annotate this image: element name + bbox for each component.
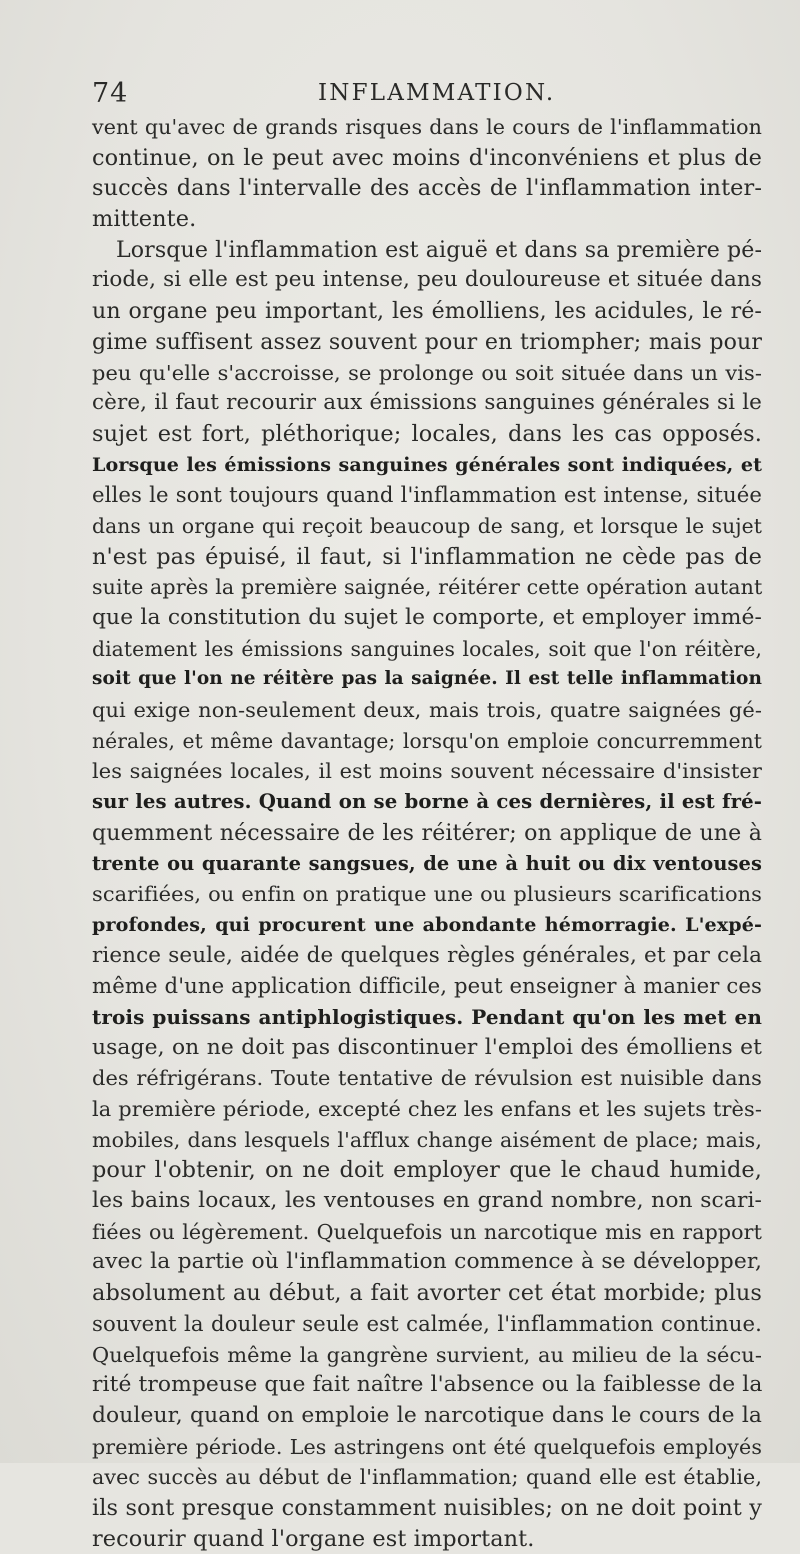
text-line: scarifiées, ou enfin on pratique une ou plusieurs scarifications — [92, 882, 762, 907]
text-line: absolument au début, a fait avorter cet état morbide; plus — [92, 1280, 762, 1307]
text-line: avec la partie où l'inflammation commence à se développer, — [92, 1249, 762, 1275]
text-line: trente ou quarante sangsues, de une à huit ou dix ventouses — [92, 851, 762, 875]
text-line: diatement les émissions sanguines locales, soit que l'on réitère, — [92, 636, 762, 661]
text-line: continue, on le peut avec moins d'inconvéniens et plus de — [92, 144, 762, 171]
text-line: la première période, excepté chez les enfans et les sujets très- — [92, 1097, 762, 1121]
text-line: vent qu'avec de grands risques dans le cours de l'inflammation — [92, 115, 762, 139]
page-header — [92, 78, 732, 112]
text-line: riode, si elle est peu intense, peu douloureuse et située dans — [92, 267, 762, 293]
text-line: suite après la première saignée, réitérer cette opération autant — [92, 575, 763, 600]
text-line: recourir quand l'organe est important. — [92, 1525, 535, 1552]
text-line: un organe peu important, les émolliens, les acidules, le ré- — [92, 298, 762, 325]
text-line: même d'une application difficile, peut enseigner à manier ces — [92, 973, 762, 999]
text-line: mobiles, dans lesquels l'afflux change aisément de place; mais, — [92, 1127, 762, 1152]
text-line: mittente. — [92, 206, 197, 233]
text-line: Quelquefois même la gangrène survient, au milieu de la sécu- — [92, 1342, 762, 1367]
text-line: dans un organe qui reçoit beaucoup de sang, et lorsque le sujet — [92, 513, 762, 538]
page-number: 74 — [92, 78, 129, 109]
text-line: sur les autres. Quand on se borne à ces dernières, il est fré- — [92, 790, 762, 814]
text-line: gime suffisent assez souvent pour en triompher; mais pour — [92, 328, 762, 355]
text-line: les bains locaux, les ventouses en grand nombre, non scari- — [92, 1188, 762, 1214]
text-line: des réfrigérans. Toute tentative de révulsion est nuisible dans — [92, 1066, 762, 1091]
text-line: ils sont presque constamment nuisibles; on ne doit point y — [92, 1494, 762, 1521]
text-line: Lorsque l'inflammation est aiguë et dans sa première pé- — [116, 236, 763, 263]
running-head: INFLAMMATION. — [318, 80, 556, 106]
text-line: sujet est fort, pléthorique; locales, dans les cas opposés. — [92, 420, 762, 447]
text-line: fiées ou légèrement. Quelquefois un narcotique mis en rapport — [92, 1219, 762, 1244]
text-line: n'est pas épuisé, il faut, si l'inflammation ne cède pas de — [92, 543, 762, 570]
text-line: succès dans l'intervalle des accès de l'inflammation inter- — [92, 175, 762, 202]
text-line: profondes, qui procurent une abondante hémorragie. L'expé- — [92, 912, 762, 936]
text-line: première période. Les astringens ont été quelquefois employés — [92, 1434, 762, 1459]
text-line: usage, on ne doit pas discontinuer l'emploi des émolliens et — [92, 1034, 762, 1060]
text-line: les saignées locales, il est moins souvent nécessaire d'insister — [92, 759, 762, 784]
text-line: rience seule, aidée de quelques règles générales, et par cela — [92, 942, 762, 968]
text-line: souvent la douleur seule est calmée, l'inflammation continue. — [92, 1310, 762, 1336]
text-line: Lorsque les émissions sanguines générales sont indiquées, et — [92, 452, 762, 476]
text-line: quemment nécessaire de les réitérer; on applique de une à — [92, 819, 762, 846]
text-line: rité trompeuse que fait naître l'absence ou la faiblesse de la — [92, 1372, 763, 1398]
text-line: avec succès au début de l'inflammation; quand elle est établie, — [92, 1465, 762, 1490]
text-line: que la constitution du sujet le comporte, et employer immé- — [92, 605, 762, 630]
text-line: pour l'obtenir, on ne doit employer que le chaud humide, — [92, 1157, 762, 1184]
text-line: cère, il faut recourir aux émissions sanguines générales si le — [92, 390, 762, 416]
text-line: trois puissans antiphlogistiques. Pendant qu'on les met en — [92, 1004, 762, 1029]
body-text — [92, 112, 762, 1554]
text-line: nérales, et même davantage; lorsqu'on emploie concurremment — [92, 728, 762, 753]
text-line: qui exige non-seulement deux, mais trois, quatre saignées gé- — [92, 698, 762, 723]
text-line: douleur, quand on emploie le narcotique dans le cours de la — [92, 1402, 762, 1428]
text-line: peu qu'elle s'accroisse, se prolonge ou soit située dans un vis- — [92, 360, 762, 385]
text-line: elles le sont toujours quand l'inflammation est intense, située — [92, 482, 762, 508]
text-line: soit que l'on ne réitère pas la saignée. Il est telle inflammation — [92, 668, 762, 690]
